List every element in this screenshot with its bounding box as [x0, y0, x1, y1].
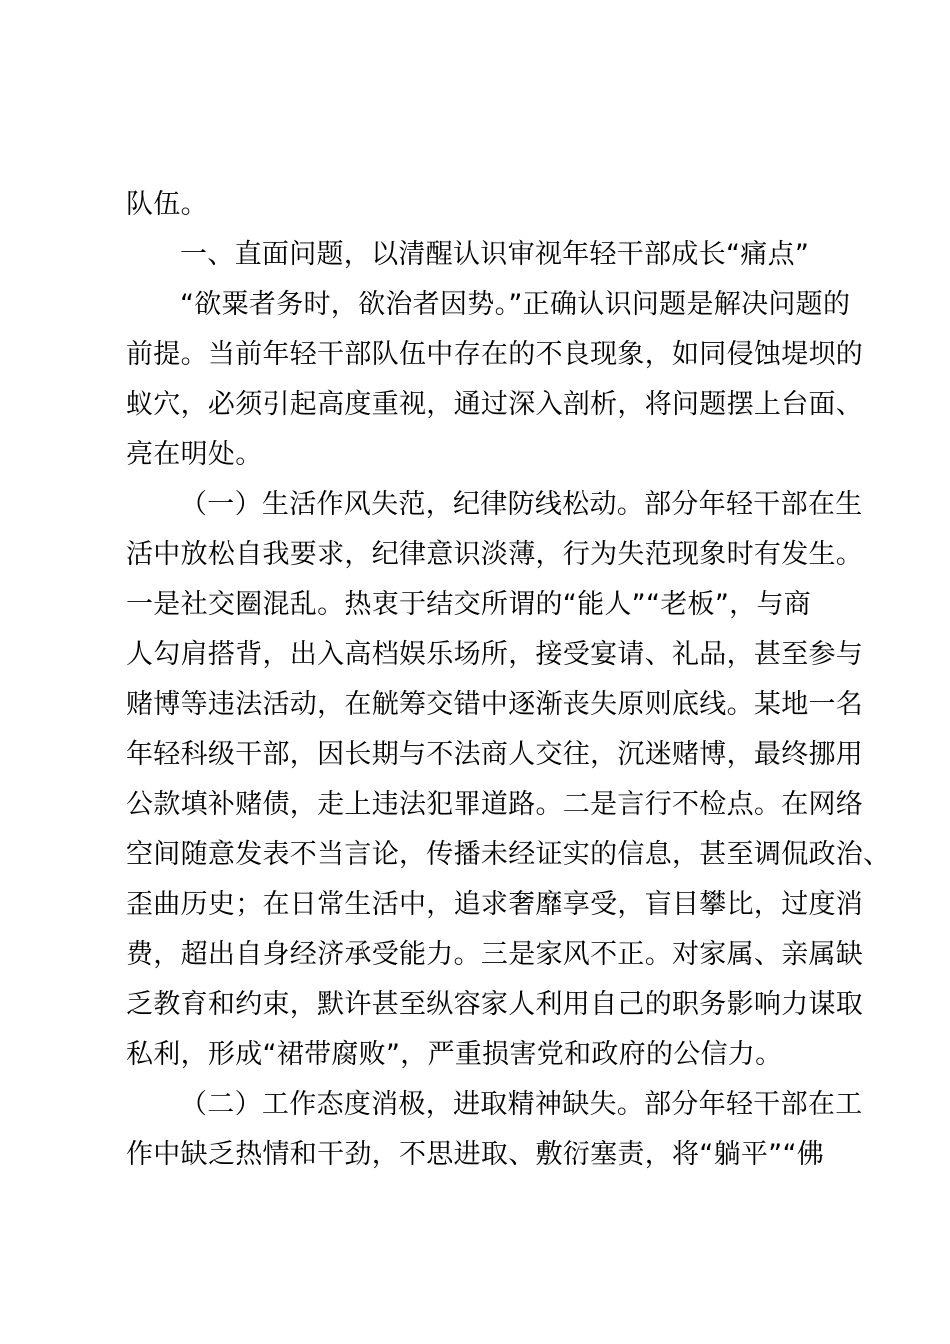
paragraph-line: 前提。当前年轻干部队伍中存在的不良现象，如同侵蚀堤坝的 — [126, 339, 864, 370]
paragraph-line: “欲粟者务时，欲治者因势。”正确认识问题是解决问题的 — [180, 289, 851, 320]
subsection-line: （二）工作态度消极，进取精神缺失。部分年轻干部在工 — [180, 1089, 863, 1120]
paragraph-line: 年轻科级干部，因长期与不法商人交往，沉迷赌博，最终挪用 — [126, 739, 864, 770]
paragraph-line: 空间随意发表不当言论，传播未经证实的信息，甚至调侃政治、 — [126, 839, 891, 870]
paragraph-line: 人勾肩搭背，出入高档娱乐场所，接受宴请、礼品，甚至参与 — [126, 639, 864, 670]
subsection-line: （一）生活作风失范，纪律防线松动。部分年轻干部在生 — [180, 489, 863, 520]
paragraph-line: 一是社交圈混乱。热衷于结交所谓的“能人”“老板”，与商 — [126, 589, 812, 620]
section-heading: 一、直面问题，以清醒认识审视年轻干部成长“痛点” — [180, 239, 810, 270]
paragraph-line: 费，超出自身经济承受能力。三是家风不正。对家属、亲属缺 — [126, 939, 864, 970]
paragraph-line: 私利，形成“裙带腐败”，严重损害党和政府的公信力。 — [126, 1039, 783, 1070]
paragraph-line: 歪曲历史；在日常生活中，追求奢靡享受，盲目攀比，过度消 — [126, 889, 864, 920]
paragraph-line: 公款填补赌债，走上违法犯罪道路。二是言行不检点。在网络 — [126, 789, 864, 820]
text-line: 队伍。 — [126, 189, 208, 220]
paragraph-line: 亮在明处。 — [126, 439, 263, 470]
paragraph-line: 蚁穴，必须引起高度重视，通过深入剖析，将问题摆上台面、 — [126, 389, 864, 420]
paragraph-line: 乏教育和约束，默许甚至纵容家人利用自己的职务影响力谋取 — [126, 989, 864, 1020]
paragraph-line: 活中放松自我要求，纪律意识淡薄，行为失范现象时有发生。 — [126, 539, 864, 570]
paragraph-line: 赌博等违法活动，在觥筹交错中逐渐丧失原则底线。某地一名 — [126, 689, 864, 720]
paragraph-line: 作中缺乏热情和干劲，不思进取、敷衍塞责，将“躺平”“佛 — [126, 1139, 825, 1170]
